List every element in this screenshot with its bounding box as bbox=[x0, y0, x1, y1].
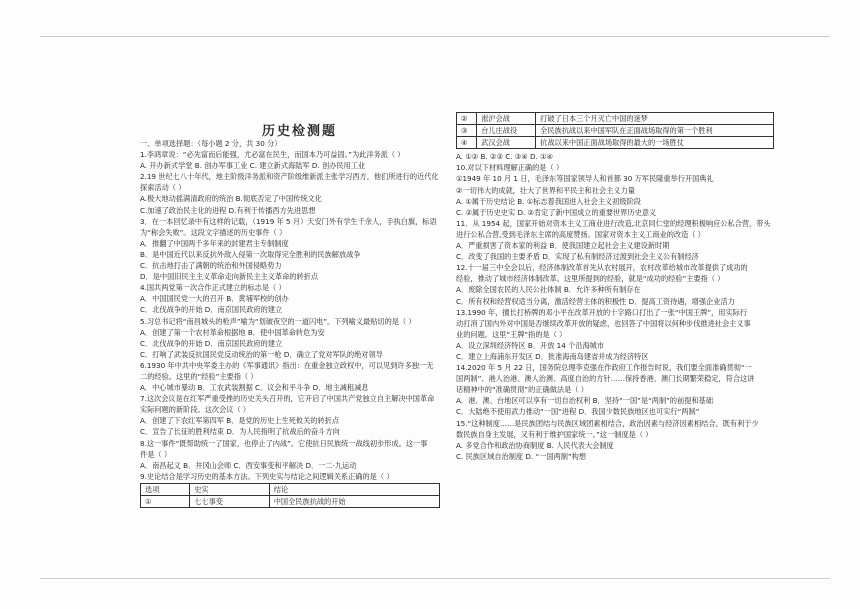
right-column bbox=[456, 112, 778, 462]
question-line: 10.对以下材料理解正确的是（ ） bbox=[456, 163, 564, 173]
left-column bbox=[140, 118, 440, 510]
question-line: 国两制”、港人治港、澳人治澳、高度自治的方针……保持香港、澳门长期繁荣稳定，符合这讲 bbox=[456, 374, 755, 384]
question-line: 进行公私合营,受到毛泽东主席的高度赞扬。国家对资本主义工商业的改造（ ） bbox=[456, 229, 705, 239]
question-line: C. 民族区域自治制度 D. “一国两制”构想 bbox=[456, 451, 587, 461]
table-row bbox=[141, 496, 440, 508]
question-line: 件是（ ） bbox=[140, 449, 172, 459]
question-line: A．创建了第一个农村革命根据地 B．使中国革命转危为安 bbox=[140, 327, 325, 337]
question-line: 1.李鸿章说：“必先富而后能强，尤必富在民生，而国本乃可益固。”为此洋务派（ ） bbox=[140, 150, 405, 160]
question-line: 9.史论结合是学习历史的基本方法。下列史实与结论之间逻辑关系正确的是（ ） bbox=[140, 471, 394, 481]
page-title: 历史检测题 bbox=[262, 124, 338, 139]
question-line: 8.这一事件“既帮助统一了国家，也停止了内战”。它使抗日民族统一战线初步形成。这一事 bbox=[140, 438, 428, 448]
question-line: C．建立上海浦东开发区 D．批准海南岛建省并成为经济特区 bbox=[456, 351, 649, 361]
table-cell: ① bbox=[141, 496, 190, 508]
right-question-lines bbox=[456, 151, 778, 462]
question-line: 7.这次会议是在红军严重受挫的历史关头召开的，它开启了中国共产党独立自主解决中国革命 bbox=[140, 394, 435, 404]
question-line: A．废除全国农民的人民公社体制 B．允许多种所有制存在 bbox=[456, 285, 641, 295]
question-line: C．大陆绝不使用武力推动“一国”进程 D．我国少数民族地区也可实行“两制” bbox=[456, 407, 700, 417]
question-line: A. 多党合作和政治协商制度 B. 人民代表大会制度 bbox=[456, 440, 614, 450]
question-line: C．北伐战争的开始 D．南京国民政府的建立 bbox=[140, 338, 283, 348]
question-line: 5.习总书记将“南昌城头的枪声”喻为“划破夜空的一道闪电”。下列喻义最贴切的是（ ） bbox=[140, 316, 416, 326]
left-question-lines bbox=[140, 149, 440, 482]
question-line: 数民族自身主发展，又有利于维护国家统一。”这一制度是（ ） bbox=[456, 429, 653, 439]
question-line: C．宣告了长征的胜利结束 D．为人民指明了抗战后的奋斗方向 bbox=[140, 427, 340, 437]
question-line: C．打响了武装反抗国民党反动统治的第一枪 D．确立了党对军队的绝对领导 bbox=[140, 349, 383, 359]
table-cell: ③ bbox=[457, 125, 477, 137]
question-line: 3．在一本回忆录中有这样的记载，（1919 年 5 月）天安门外有学生千余人，手执白旗，标语 bbox=[140, 216, 437, 226]
question-line: A．设立深圳经济特区 B．开放 14 个沿海城市 bbox=[456, 340, 605, 350]
table-header-cell: 结论 bbox=[269, 483, 439, 495]
scan-edge-top bbox=[40, 36, 830, 37]
question-line: 业的问题。这里“王牌”指的是（ ） bbox=[456, 329, 567, 339]
question-line: 经验，推动了城市经济体制改革。这里所提到的经验，就是“成功的经验”主要指（ ） bbox=[456, 274, 725, 284]
question-line: C．所有权和经营权适当分离，激活经营主体的积极性 D．提高工资待遇，增强企业活力 bbox=[456, 296, 735, 306]
table-cell: 武汉会战 bbox=[477, 137, 536, 149]
question-line: 话精神中的“准确贯彻”的正确做法是（ ） bbox=[456, 385, 588, 395]
question-line: ②一切伟大的成就，壮大了世界和平民主和社会主义力量 bbox=[456, 185, 635, 195]
table-cell: 打破了日本三个月灭亡中国的迷梦 bbox=[536, 113, 774, 125]
table-cell: 中国全民族抗战的开始 bbox=[269, 496, 439, 508]
question-line: A．南昌起义 B．井冈山会师 C．西安事变和平解决 D．一二·九运动 bbox=[140, 460, 357, 470]
question-line: 14.2020 年 5 月 22 日，国务院总理李克强在作政府工作报告时说，我们要全面准确贯彻“一 bbox=[456, 363, 752, 373]
question-line: A．中心城市暴动 B．工农武装割据 C．议会和平斗争 D．地主减租减息 bbox=[140, 383, 369, 393]
question-line: A．推翻了中国两千多年来的封建君主专制制度 bbox=[140, 238, 289, 248]
question-line: C.加速了政治民主化的进程 D.有利于传播西方先进思想 bbox=[140, 205, 316, 215]
question-line: 6.1930 年中共中央军委主办的《军事通讯》指出：在重金独立政权中，可以见到许多独一无 bbox=[140, 360, 434, 370]
table-cell: ④ bbox=[457, 137, 477, 149]
question-line: A. ①② B. ②③ C. ③④ D. ①④ bbox=[456, 152, 553, 162]
question-line: 12.十一届三中全会以后，经济体制改革首先从农村展开，农村改革给城市改革提供了成功的 bbox=[456, 263, 748, 273]
table-cell: ② bbox=[457, 113, 477, 125]
question-line: A．港、澳、台地区可以享有一切自治权利 B．坚持“一国”是“两制”的前提和基础 bbox=[456, 396, 714, 406]
question-line: A. ①属于历史结论 B. ①标志着我国进入社会主义初级阶段 bbox=[456, 196, 641, 206]
table-cell: 淞沪会战 bbox=[477, 113, 536, 125]
question-line: C．抗击地打击了满朝的统治和外国侵略势力 bbox=[140, 261, 282, 271]
table-header-cell: 史实 bbox=[190, 483, 269, 495]
question-line: 为“称会失败”。这段文字描述的历史事件（ ） bbox=[140, 227, 287, 237]
table-cell: 抗战以来中国正面战场取得的最大的一场胜仗 bbox=[536, 137, 774, 149]
table-row bbox=[141, 483, 440, 495]
question-line: 二的经验。这里的“经验”主要指（ ） bbox=[140, 371, 258, 381]
table-row bbox=[457, 125, 774, 137]
question-line: 动打消了国内外对中国是否继续改革开放的疑虑，也回答了中国将以何种步伐推进社会主义事 bbox=[456, 318, 751, 328]
question-line: 11．从 1954 起，国家开始对资本主义工商业进行改造,北京同仁堂的经理积极响应公私合营，带头 bbox=[456, 218, 771, 228]
question-line: 探索活动（ ） bbox=[140, 183, 186, 193]
question-line: D．是中国旧民主主义革命走向新民主主义革命的转折点 bbox=[140, 272, 319, 282]
question-line: A. 开办新式学堂 B. 创办军事工业 C. 建立新式海陆军 D. 创办民用工业 bbox=[140, 161, 366, 171]
question-line: C. ②属于历史史实 D. ②肯定了新中国成立的重要世界历史意义 bbox=[456, 207, 657, 217]
question-line: 实际问题的新阶段。这次会议（ ） bbox=[140, 405, 251, 415]
question-line: B．是中国近代以来反抗外敌入侵第一次取得完全胜利的民族解放战争 bbox=[140, 249, 361, 259]
question-line: 13.1990 年，擅长打桥牌的邓小平在改革开放的十字路口打出了一张“中国王牌”，用实际行 bbox=[456, 307, 748, 317]
q9-table bbox=[140, 483, 440, 508]
table-cell: 台儿庄战役 bbox=[477, 125, 536, 137]
question-line: C．北伐战争的开始 D．南京国民政府的建立 bbox=[140, 305, 283, 315]
section-heading: 一、单项选择题：（每小题 2 分，共 30 分） bbox=[140, 139, 282, 148]
q9-table-continued bbox=[456, 112, 774, 149]
question-line: 4.国共两党第一次合作正式建立的标志是（ ） bbox=[140, 283, 286, 293]
table-header-cell: 选项 bbox=[141, 483, 190, 495]
question-line: C．改变了我国的主要矛盾 D．实现了私有制经济过渡到社会主义公有制经济 bbox=[456, 252, 699, 262]
question-line: ①1949 年 10 月 1 日，毛泽东等国家领导人和首都 30 万军民隆重举行开国典礼 bbox=[456, 174, 714, 184]
table-cell: 全民族抗战以来中国军队在正面战场取得的第一个胜利 bbox=[536, 125, 774, 137]
question-line: 2.19 世纪七八十年代，地主阶级洋务派和资产阶级维新派主张学习西方，他们所进行的近代化 bbox=[140, 172, 439, 182]
scan-edge-bottom bbox=[40, 578, 830, 579]
question-line: 15.“这种制度……是民族团结与民族区域团素相结合，政治因素与经济因素相结合。既有利于少 bbox=[456, 418, 759, 428]
table-row bbox=[457, 137, 774, 149]
question-line: A．严重损害了资本家的利益 B．使我国建立起社会主义建设新时期 bbox=[456, 241, 670, 251]
table-row bbox=[457, 113, 774, 125]
table-cell: 七七事变 bbox=[190, 496, 269, 508]
question-line: A．中国国民党一大的召开 B．黄埔军校的创办 bbox=[140, 294, 289, 304]
question-line: A．创建了下农红军第四军 B．是党的历史上生死攸关的转折点 bbox=[140, 416, 340, 426]
question-line: A.极大地动摇满清政府的统治 B.彻底否定了中国传统文化 bbox=[140, 194, 322, 204]
